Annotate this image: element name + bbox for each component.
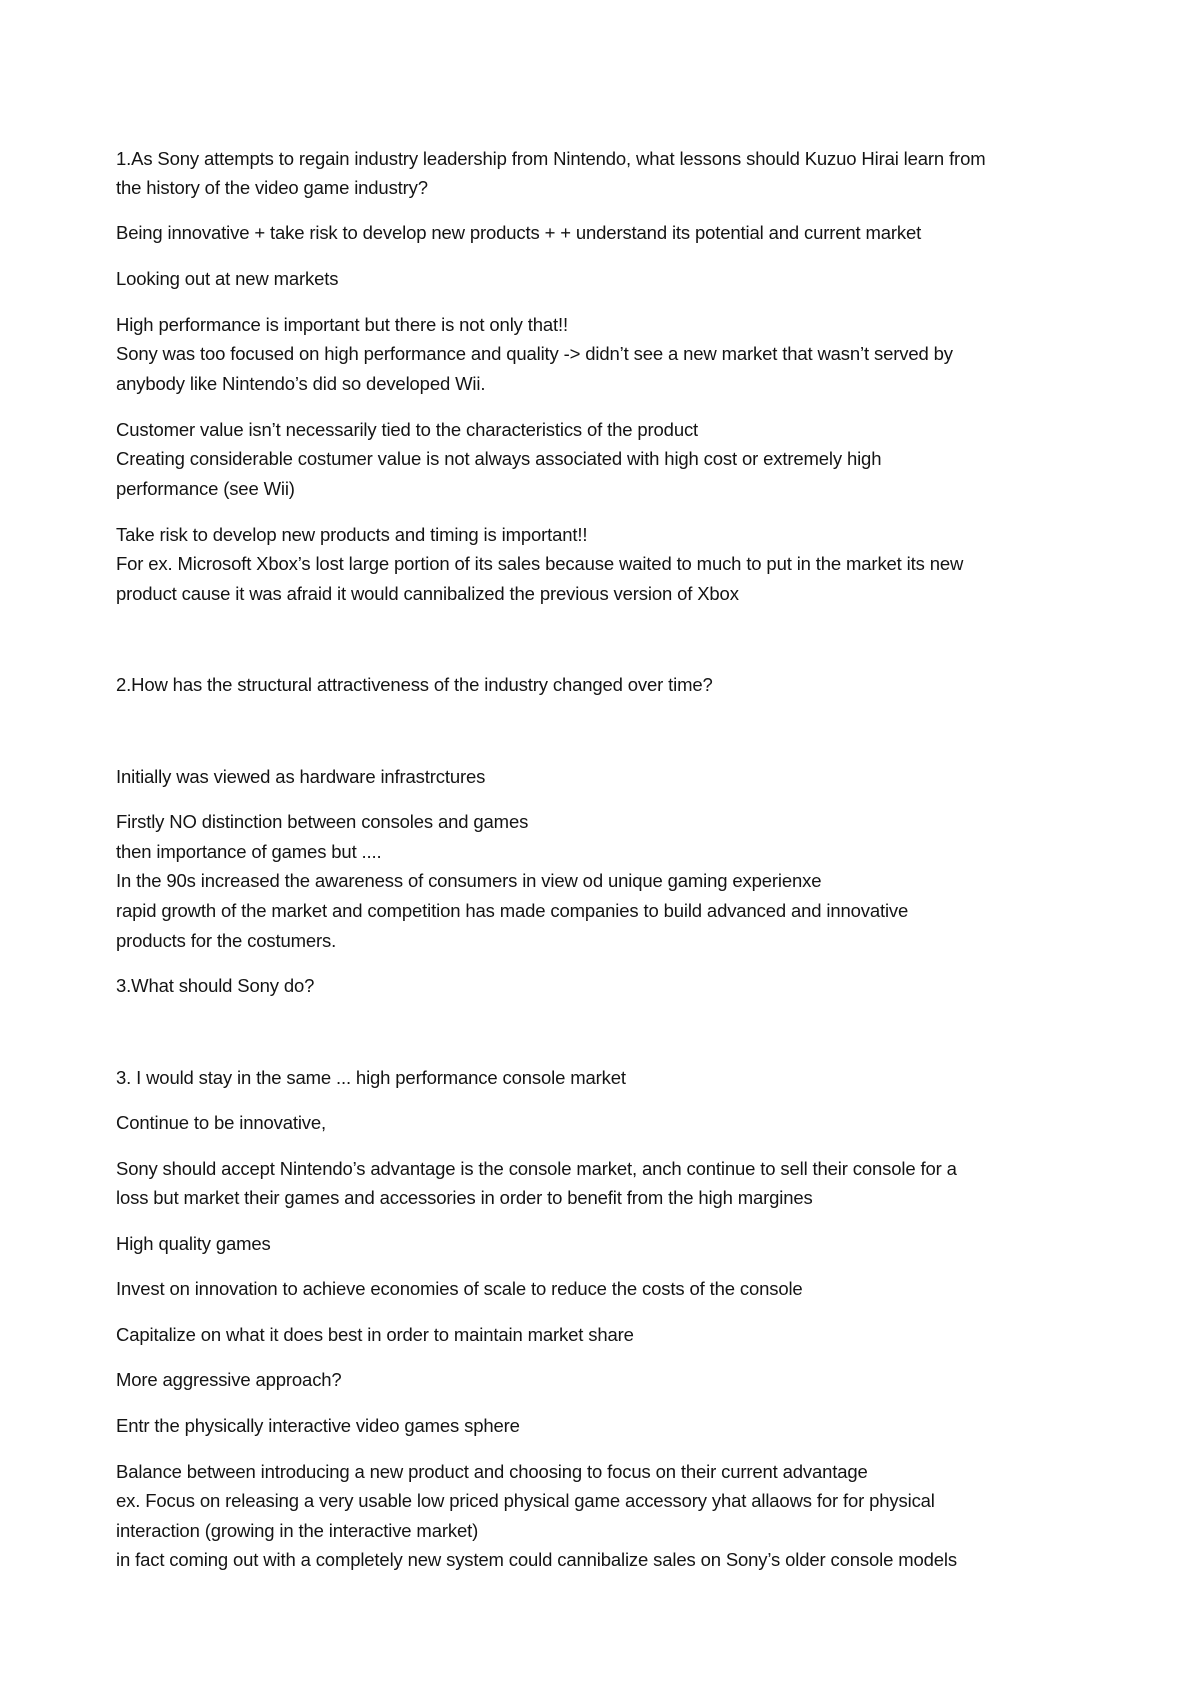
answer-1-line-5: anybody like Nintendo’s did so developed Wii. [116,373,486,394]
answer-1-line-2: Looking out at new markets [116,268,339,289]
answer-1-line-1: Being innovative + take risk to develop new products + + understand its potential and current market [116,222,922,243]
answer-3-line-13: in fact coming out with a completely new system could cannibalize sales on Sony’s older console models [116,1549,957,1570]
answer-3-line-2: Continue to be innovative, [116,1112,327,1133]
answer-2-line-6: products for the costumers. [116,930,337,951]
answer-1-line-6: Customer value isn’t necessarily tied to the characteristics of the product [116,419,699,440]
answer-2-line-4: In the 90s increased the awareness of consumers in view od unique gaming experienxe [116,870,822,891]
answer-3-line-6: Invest on innovation to achieve economies of scale to reduce the costs of the console [116,1278,803,1299]
answer-1-line-9: Take risk to develop new products and timing is important!! [116,524,588,545]
answer-3-line-5: High quality games [116,1233,271,1254]
question-2: 2.How has the structural attractiveness of the industry changed over time? [116,674,713,695]
answer-1-line-3: High performance is important but there is not only that!! [116,314,568,335]
answer-3-line-12: interaction (growing in the interactive market) [116,1520,479,1541]
answer-2-line-1: Initially was viewed as hardware infrastrctures [116,766,486,787]
answer-2-line-2: Firstly NO distinction between consoles and games [116,811,529,832]
answer-3-line-11: ex. Focus on releasing a very usable low priced physical game accessory yhat allaows for for physical [116,1490,935,1511]
answer-1-line-8: performance (see Wii) [116,478,295,499]
answer-3-line-9: Entr the physically interactive video games sphere [116,1415,520,1436]
answer-1-line-10: For ex. Microsoft Xbox’s lost large portion of its sales because waited to much to put in the market its new [116,553,964,574]
answer-3-line-4: loss but market their games and accessories in order to benefit from the high margines [116,1187,813,1208]
answer-2-line-3: then importance of games but .... [116,841,382,862]
answer-3-line-7: Capitalize on what it does best in order to maintain market share [116,1324,634,1345]
question-1-line-1: 1.As Sony attempts to regain industry leadership from Nintendo, what lessons should Kuzuo Hirai learn from [116,148,986,169]
question-3: 3.What should Sony do? [116,975,315,996]
answer-3-line-8: More aggressive approach? [116,1369,342,1390]
answer-1-line-7: Creating considerable costumer value is not always associated with high cost or extremely high [116,448,882,469]
question-1-line-2: the history of the video game industry? [116,177,428,198]
answer-2-line-5: rapid growth of the market and competition has made companies to build advanced and innovative [116,900,909,921]
answer-1-line-11: product cause it was afraid it would cannibalized the previous version of Xbox [116,583,739,604]
answer-3-line-3: Sony should accept Nintendo’s advantage is the console market, anch continue to sell their console for a [116,1158,957,1179]
answer-1-line-4: Sony was too focused on high performance and quality -> didn’t see a new market that wasn’t served by [116,343,953,364]
answer-3-line-1: 3. I would stay in the same ... high performance console market [116,1067,626,1088]
answer-3-line-10: Balance between introducing a new product and choosing to focus on their current advantage [116,1461,868,1482]
